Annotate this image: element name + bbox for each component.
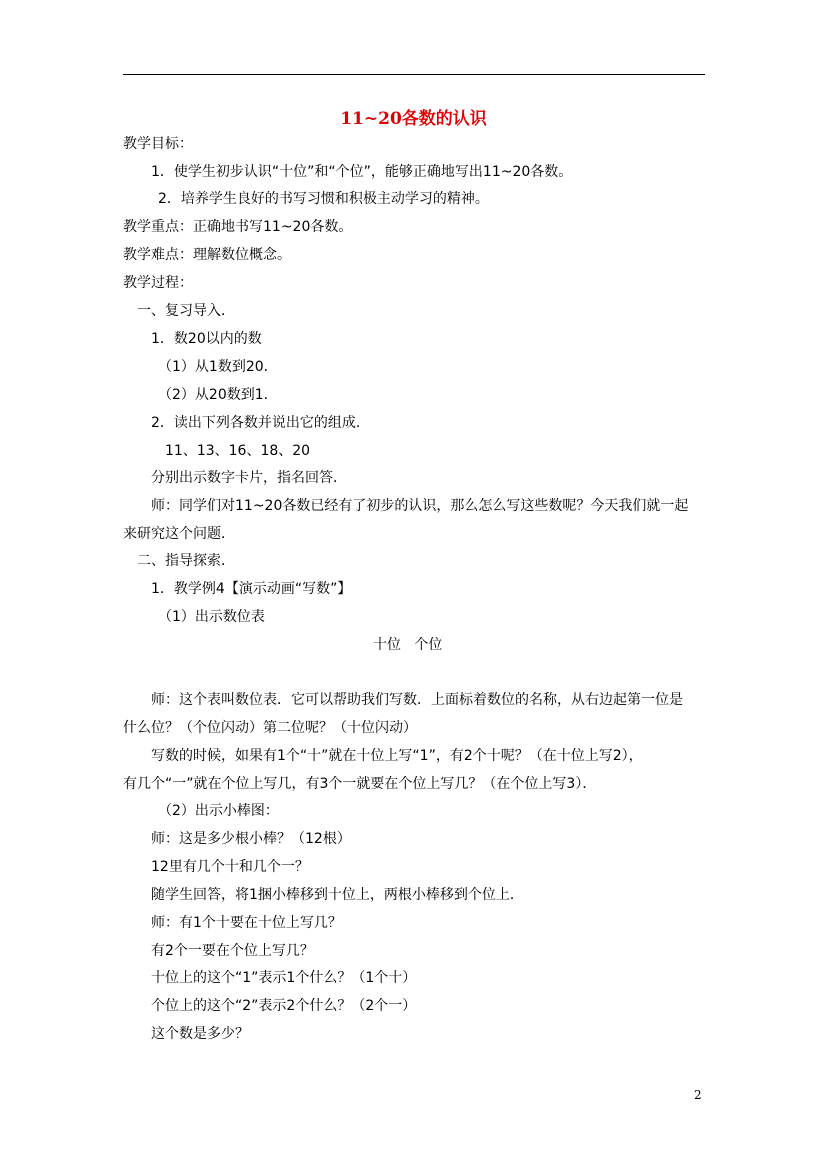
section-1-item-1: 1．数20以内的数	[151, 331, 262, 347]
question-1: 师：这是多少根小棒？（12根）	[151, 831, 351, 847]
objective-2: 2．培养学生良好的书写习惯和积极主动学习的精神。	[158, 191, 489, 207]
question-4: 师：有1个十要在十位上写几？	[151, 915, 342, 931]
question-3: 随学生回答，将1捆小棒移到十位上，两根小棒移到个位上．	[151, 887, 524, 903]
section-2-item-1: 1．教学例4【演示动画“写数”】	[151, 581, 352, 597]
difficulty: 教学难点：理解数位概念。	[123, 247, 291, 263]
section-1-heading: 一、复习导入．	[137, 303, 235, 319]
place-explanation-line-1: 师：这个表叫数位表．它可以帮助我们写数．上面标着数位的名称，从右边起第一位是	[151, 692, 683, 708]
section-2-item-1a: （1）出示数位表	[158, 609, 265, 625]
question-7: 个位上的这个“2”表示2个什么？（2个一）	[151, 998, 417, 1014]
section-2-item-1b: （2）出示小棒图：	[158, 803, 279, 819]
page-title: 11~20各数的认识	[340, 109, 487, 129]
objectives-heading: 教学目标：	[123, 136, 193, 152]
teacher-intro-line-2: 来研究这个问题．	[123, 526, 235, 542]
objective-1: 1．使学生初步认识“十位”和“个位”，能够正确地写出11~20各数。	[151, 164, 573, 180]
writing-rule-line-1: 写数的时候，如果有1个“十”就在十位上写“1”，有2个十呢？（在十位上写2），	[151, 748, 643, 764]
key-point: 教学重点：正确地书写11~20各数。	[123, 219, 353, 235]
process-heading: 教学过程：	[123, 275, 193, 291]
question-6: 十位上的这个“1”表示1个什么？（1个十）	[151, 970, 417, 986]
section-1-item-1b: （2）从20数到1．	[158, 387, 278, 403]
section-1-item-2: 2．读出下列各数并说出它的组成．	[151, 415, 370, 431]
question-8: 这个数是多少？	[151, 1026, 249, 1042]
question-5: 有2个一要在个位上写几？	[151, 943, 314, 959]
cards-text: 分别出示数字卡片，指名回答．	[151, 470, 347, 486]
section-1-item-1a: （1）从1数到20．	[158, 359, 278, 375]
writing-rule-line-2: 有几个“一”就在个位上写几，有3个一就要在个位上写几？（在个位上写3）．	[123, 776, 597, 792]
place-explanation-line-2: 什么位？（个位闪动）第二位呢？（十位闪动）	[123, 720, 417, 736]
section-2-heading: 二、指导探索．	[137, 553, 235, 569]
header-rule	[123, 74, 705, 75]
teacher-intro-line-1: 师：同学们对11~20各数已经有了初步的认识，那么怎么写这些数呢？今天我们就一起	[151, 498, 689, 514]
number-list: 11、13、16、18、20	[165, 443, 311, 459]
question-2: 12里有几个十和几个一？	[151, 859, 309, 875]
place-value-table: 十位 个位	[373, 637, 443, 653]
page-number: 2	[694, 1088, 702, 1102]
